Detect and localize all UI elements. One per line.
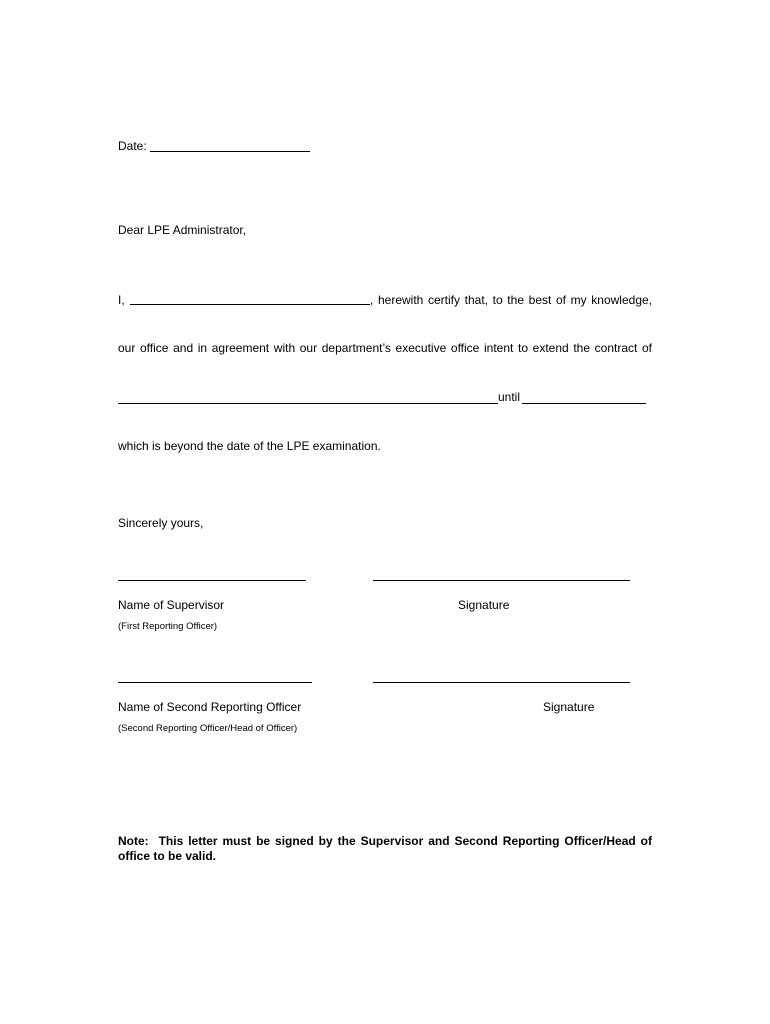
contract-name-field-line[interactable] <box>118 403 498 404</box>
second-officer-signature-field-line[interactable] <box>373 682 630 683</box>
validity-note <box>118 834 652 864</box>
second-officer-name-field-line[interactable] <box>118 682 312 683</box>
second-officer-sub-label: (Second Reporting Officer/Head of Officer) <box>118 723 298 734</box>
date-field-line[interactable] <box>150 151 310 152</box>
examination-text: which is beyond the date of the LPE examination. <box>118 439 381 453</box>
agreement-text: our office and in agreement with our department’s executive office intent to extend the contract of <box>118 341 652 355</box>
second-officer-signature-label: Signature <box>543 700 595 714</box>
supervisor-sub-label: (First Reporting Officer) <box>118 621 218 632</box>
closing: Sincerely yours, <box>118 516 204 530</box>
until-label: until <box>498 390 521 404</box>
supervisor-name-label: Name of Supervisor <box>118 598 225 612</box>
certify-prefix: I, <box>118 293 125 307</box>
certifier-name-field-line[interactable] <box>130 304 370 305</box>
supervisor-name-field-line[interactable] <box>118 580 306 581</box>
second-officer-name-label: Name of Second Reporting Officer <box>118 700 302 714</box>
date-label: Date: <box>118 139 147 153</box>
note-text: This letter must be signed by the Supervisor and Second Reporting Officer/Head of office to be valid. <box>118 834 653 863</box>
supervisor-signature-label: Signature <box>458 598 510 612</box>
supervisor-signature-field-line[interactable] <box>373 580 630 581</box>
until-date-field-line[interactable] <box>522 403 646 404</box>
salutation: Dear LPE Administrator, <box>118 223 247 237</box>
certify-suffix: , herewith certify that, to the best of my knowledge, <box>370 293 652 307</box>
note-label: Note: <box>118 834 149 848</box>
